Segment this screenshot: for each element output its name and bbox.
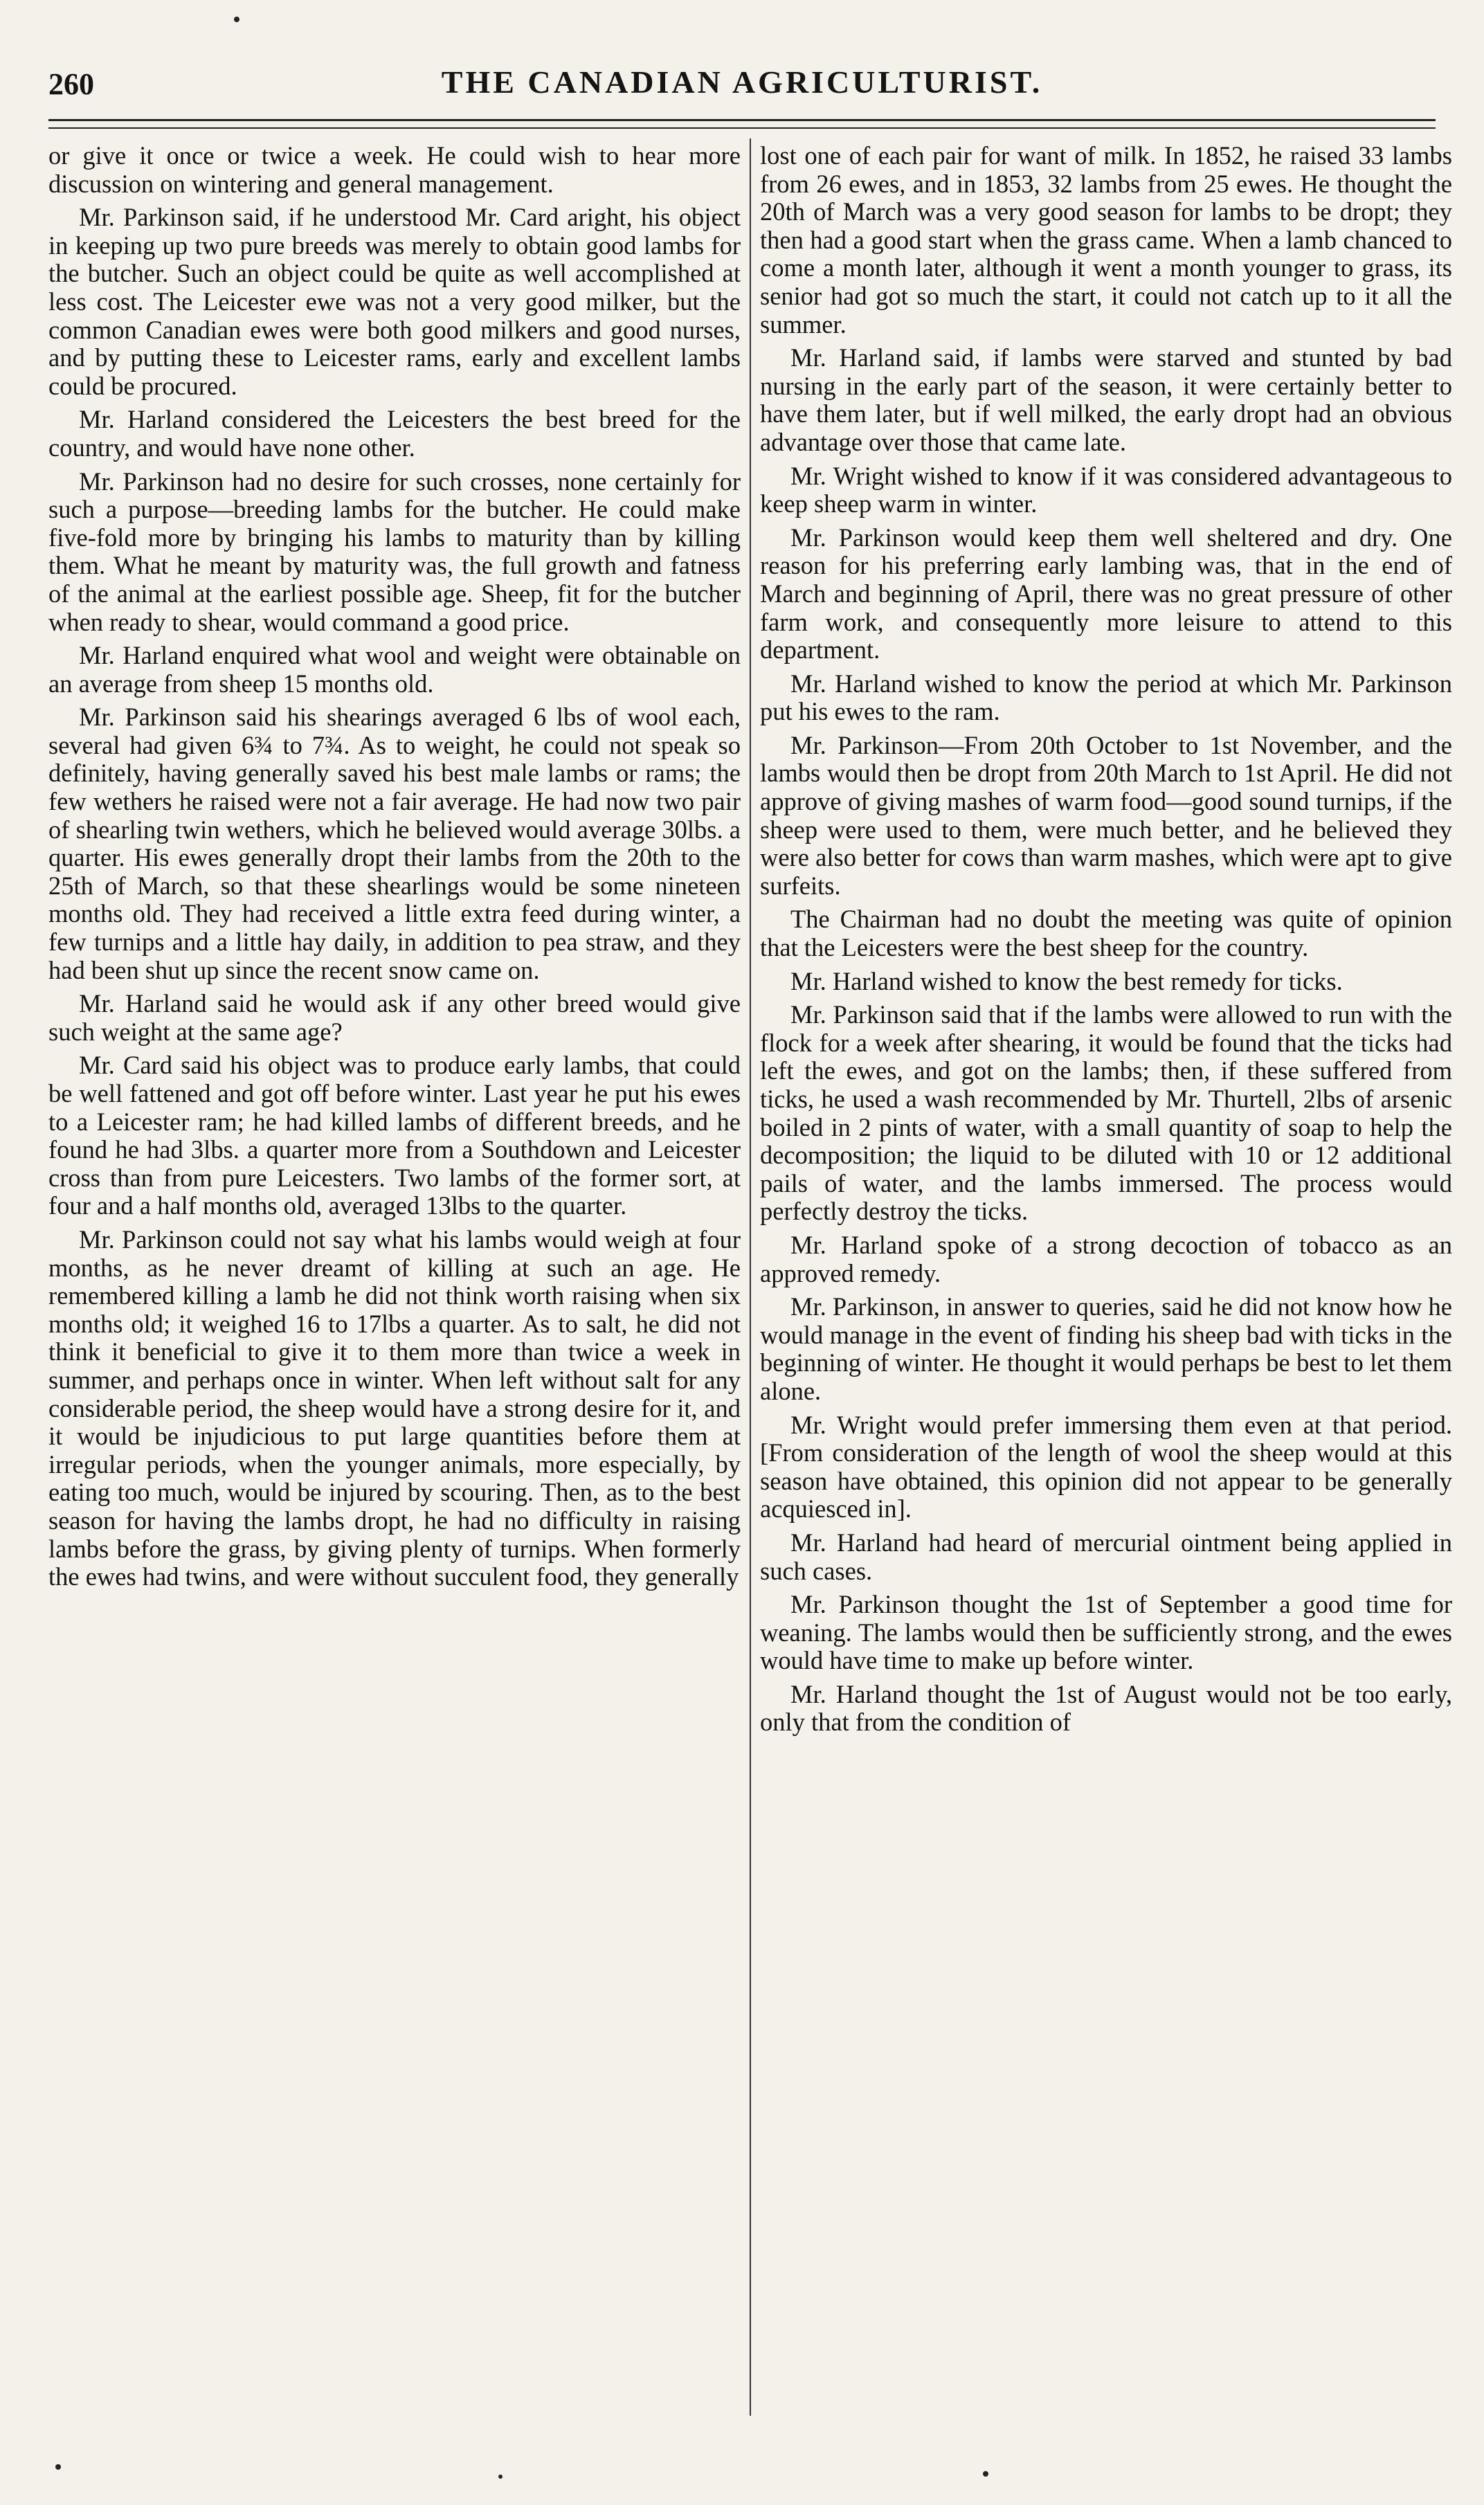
ink-speck [983,2471,988,2477]
paragraph: Mr. Harland wished to know the period at which Mr. Parkinson put his ewes to the ram. [760,669,1452,726]
ink-speck [498,2475,503,2479]
paragraph: Mr. Harland spoke of a strong decoction of tobacco as an approved remedy. [760,1230,1452,1287]
left-column [48,142,741,2412]
running-title: THE CANADIAN AGRICULTURIST. [441,64,1043,100]
paragraph: or give it once or twice a week. He could wish to hear more discussion on wintering and general management. [48,142,741,198]
ink-speck [234,17,239,22]
ink-speck [55,2464,61,2470]
paragraph: Mr. Parkinson said that if the lambs were allowed to run with the flock for a week after shearing, it would be found that the ticks had left the ewes, and got on the lambs; then, if these suffered from ticks, he used a wash recommended by Mr. Thurtell, 2lbs of arsenic boiled in 2 pints of water, with a small quantity of soap to help the decomposition; the liquid to be diluted with 10 or 12 additional pails of water, and the lambs immersed. The process would perfectly destroy the ticks. [760,1000,1452,1226]
paragraph: lost one of each pair for want of milk. In 1852, he raised 33 lambs from 26 ewes, and in 1853, 32 lambs from 25 ewes. He thought the 20th of March was a very good season for lambs to be dropt; they then had a good start when the grass came. When a lamb chanced to come a month later, although it went a month younger to grass, its senior had got so much the start, it could not catch up to it all the summer. [760,142,1452,338]
paragraph: Mr. Parkinson thought the 1st of September a good time for weaning. The lambs would then be sufficiently strong, and the ewes would have time to make up before winter. [760,1590,1452,1675]
column-divider [750,138,751,2416]
page-header [48,54,1436,116]
paragraph: Mr. Parkinson—From 20th October to 1st November, and the lambs would then be dropt from 20th March to 1st April. He did not approve of giving mashes of warm food—good sound turnips, if the sheep were used to them, were much better, and he believed they were also better for cows than warm mashes, which were apt to give surfeits. [760,730,1452,900]
paragraph: Mr. Harland enquired what wool and weight were obtainable on an average from sheep 15 months old. [48,641,741,698]
paragraph: Mr. Harland considered the Leicesters the best breed for the country, and would have none other. [48,405,741,462]
paragraph: Mr. Wright wished to know if it was considered advantageous to keep sheep warm in winter. [760,461,1452,518]
header-rule-double [48,127,1436,129]
paragraph: Mr. Harland had heard of mercurial ointment being applied in such cases. [760,1528,1452,1585]
paragraph: Mr. Wright would prefer immersing them even at that period. [From consideration of the length of wool the sheep would at this season have obtained, this opinion did not appear to be generally acquiesced in]. [760,1410,1452,1523]
right-column [760,142,1452,2412]
paragraph: Mr. Parkinson had no desire for such crosses, none certainly for such a purpose—breeding lambs for the butcher. He could make five-fold more by bringing his lambs to maturity than by killing them. What he meant by maturity was, the full growth and fatness of the animal at the earliest possible age. Sheep, fit for the butcher when ready to shear, would command a good price. [48,467,741,636]
paragraph: Mr. Parkinson could not say what his lambs would weigh at four months, as he never dreamt of killing at such an age. He remembered killing a lamb he did not think worth raising when six months old; it weighed 16 to 17lbs a quarter. As to salt, he did not think it beneficial to give it to them more than twice a week in summer, and perhaps once in winter. When left without salt for any considerable period, the sheep would have a strong desire for it, and it would be injudicious to put large quantities before them at irregular periods, when the younger animals, more especially, by eating too much, would be injured by scouring. Then, as to the best season for having the lambs dropt, he had no difficulty in raising lambs before the grass, by giving plenty of turnips. When formerly the ewes had twins, and were without succulent food, they generally [48,1224,741,1591]
paragraph: Mr. Harland thought the 1st of August would not be too early, only that from the condition of [760,1679,1452,1737]
paragraph: Mr. Parkinson would keep them well sheltered and dry. One reason for his preferring early lambing was, that in the end of March and beginning of April, there was no great pressure of other farm work, and consequently more leisure to attend to this department. [760,523,1452,664]
paragraph: Mr. Parkinson said, if he understood Mr. Card aright, his object in keeping up two pure breeds was merely to obtain good lambs for the butcher. Such an object could be quite as well accomplished at less cost. The Leicester ewe was not a very good milker, but the common Canadian ewes were both good milkers and good nurses, and by putting these to Leicester rams, early and excellent lambs could be procured. [48,203,741,400]
paragraph: Mr. Card said his object was to produce early lambs, that could be well fattened and got off before winter. Last year he put his ewes to a Leicester ram; he had killed lambs of different breeds, and he found he had 3lbs. a quarter more from a Southdown and Leicester cross than from pure Leicesters. Two lambs of the former sort, at four and a half months old, averaged 13lbs to the quarter. [48,1051,741,1220]
page-number: 260 [48,67,94,101]
paragraph: The Chairman had no doubt the meeting was quite of opinion that the Leicesters were the best sheep for the country. [760,905,1452,962]
paragraph: Mr. Harland said he would ask if any other breed would give such weight at the same age? [48,989,741,1046]
paragraph: Mr. Parkinson said his shearings averaged 6 lbs of wool each, several had given 6¾ to 7¾. As to weight, he could not speak so definitely, having generally saved his best male lambs or rams; the few wethers he raised were not a fair average. He had now two pair of shearling twin wethers, which he believed would average 30lbs. a quarter. His ewes generally dropt their lambs from the 20th to the 25th of March, so that these shearlings would be some nineteen months old. They had received a little extra feed during winter, a few turnips and a little hay daily, in addition to pea straw, and they had been shut up since the recent snow came on. [48,703,741,984]
header-rule [48,119,1436,121]
paragraph: Mr. Parkinson, in answer to queries, said he did not know how he would manage in the event of finding his sheep bad with ticks in the beginning of winter. He thought it would perhaps be best to let them alone. [760,1292,1452,1405]
paragraph: Mr. Harland said, if lambs were starved and stunted by bad nursing in the early part of the season, it were certainly better to have them later, but if well milked, the early dropt had an obvious advantage over those that came late. [760,343,1452,456]
paragraph: Mr. Harland wished to know the best remedy for ticks. [790,966,1343,995]
